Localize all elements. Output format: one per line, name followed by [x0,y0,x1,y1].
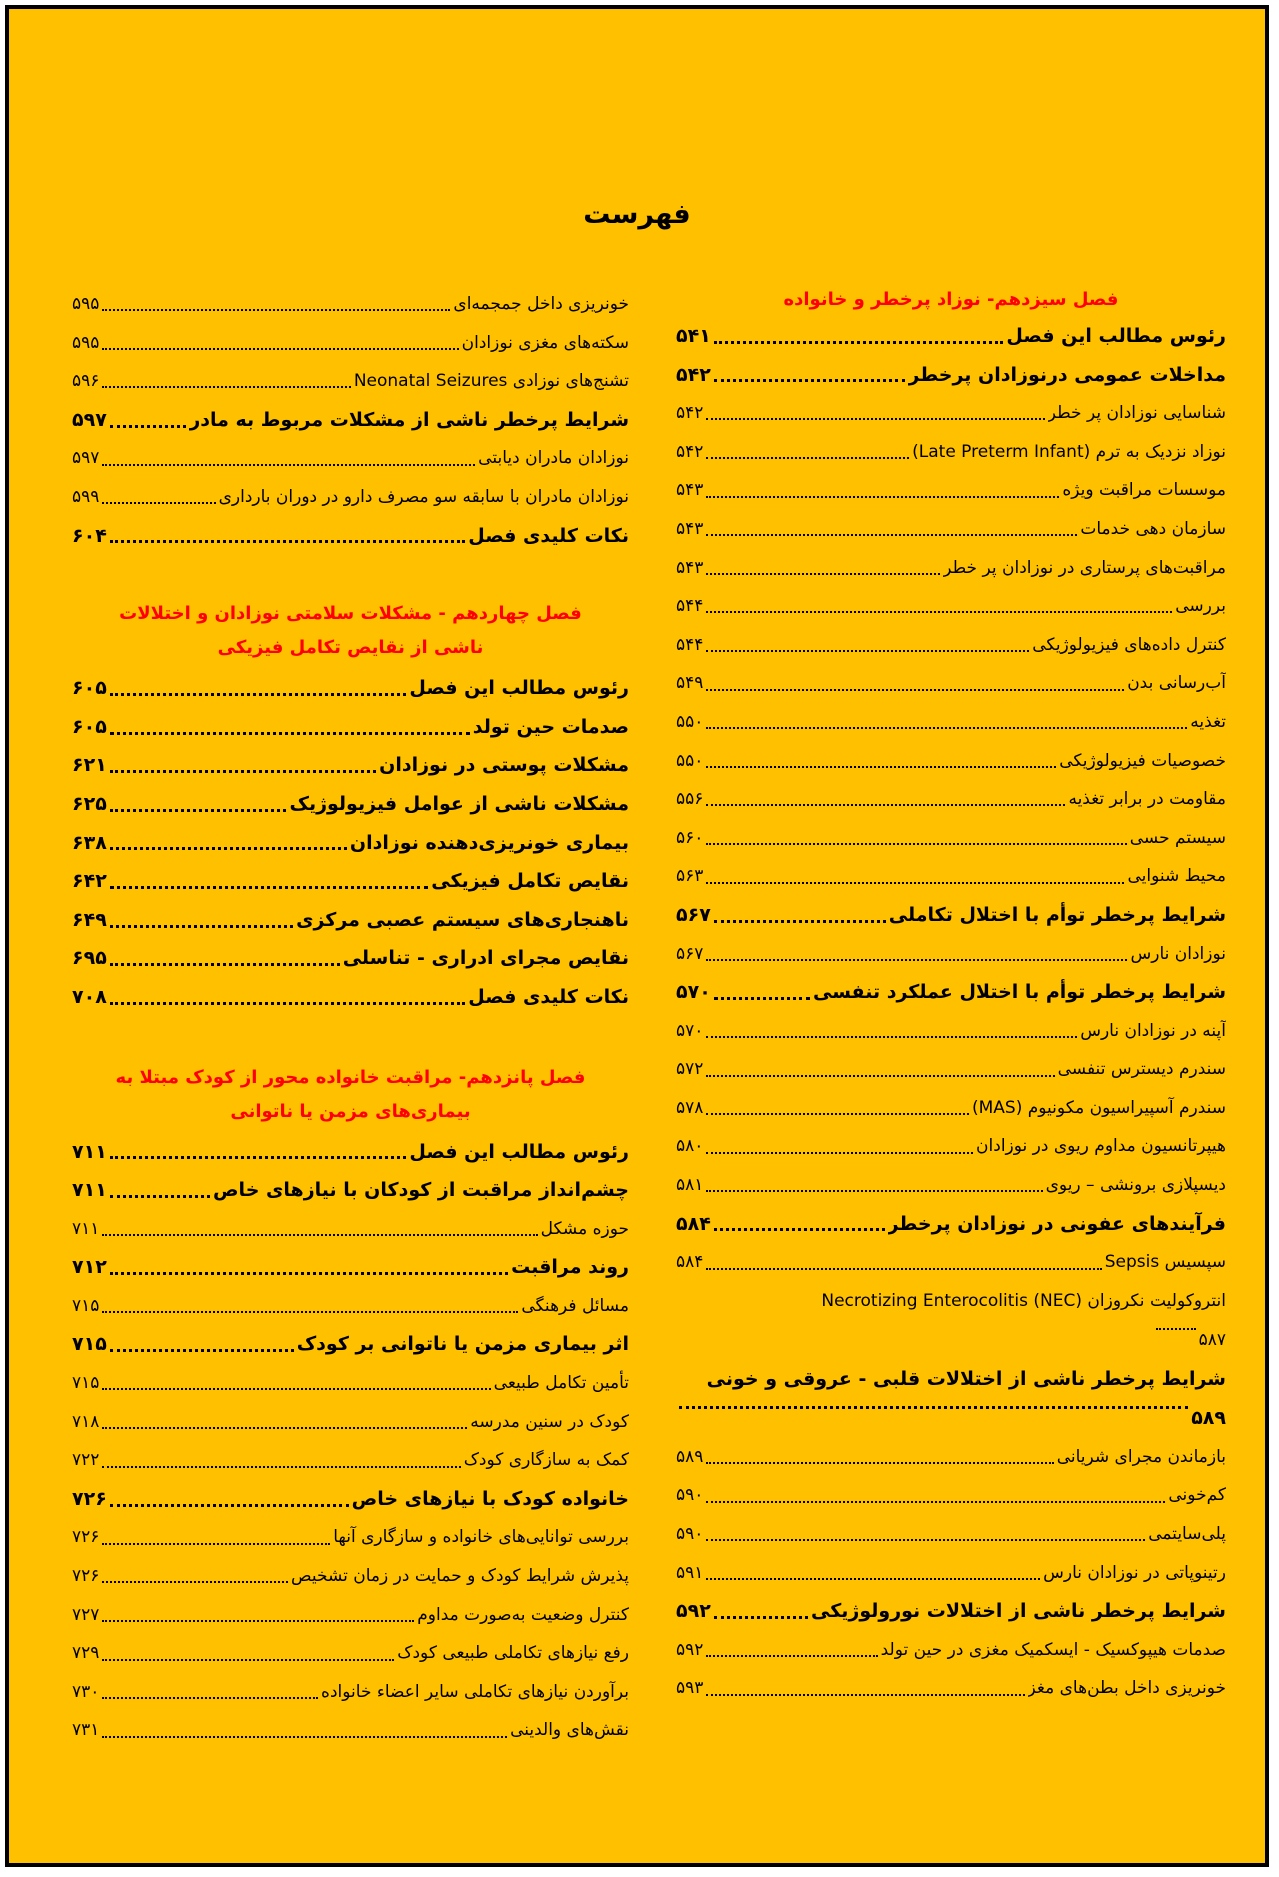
page-number: ۶۲۵ [72,792,107,815]
page-number: ۵۵۶ [676,789,704,810]
page-number: ۷۲۶ [72,1566,100,1587]
entry-title: خصوصیات فیزیولوژیکی [1059,750,1226,771]
entry-title: سکته‌های مغزی نوزادان [461,332,629,353]
entry-title: رئوس مطالب این فصل [1006,325,1226,347]
page-number: ۶۴۹ [72,908,107,931]
toc-entry[interactable] [72,708,629,747]
toc-entry[interactable] [676,664,1226,703]
leader-dots [714,341,1004,344]
entry-title: پذیرش شرایط کودک و حمایت در زمان تشخیص [291,1566,629,1587]
toc-entry[interactable] [72,1518,629,1557]
page-number: ۶۹۵ [72,947,107,970]
toc-entry[interactable] [72,478,629,517]
leader-dots [714,997,810,1000]
page-title: فهرست [583,199,691,230]
toc-entry[interactable] [72,1441,629,1480]
leader-dots [706,611,1172,613]
toc-entry-cardiac-title[interactable]: شرایط پرخطر ناشی از اختلالات قلبی - عروقی و خونی [706,1367,1226,1390]
page-number: ۷۲۶ [72,1527,100,1548]
page-number: ۷۳۰ [72,1681,100,1702]
toc-entry[interactable] [72,517,629,556]
entry-title: نقایص تکامل فیزیکی [431,870,629,893]
toc-entry-nec-page-line [676,1320,1226,1360]
leader-dots [110,847,347,850]
toc-entry[interactable] [72,901,629,940]
toc-entry[interactable] [676,1205,1226,1244]
leader-dots [110,1272,508,1275]
leader-dots [102,1581,288,1583]
toc-entry[interactable] [676,703,1226,742]
toc-entry[interactable] [676,1127,1226,1166]
leader-dots [1156,1328,1196,1330]
entry-title: سیستم حسی [1129,827,1226,848]
page-number: ۵۶۳ [676,866,704,887]
leader-dots [706,1190,1042,1192]
page-number: ۵۸۴ [676,1252,704,1273]
toc-entry[interactable] [72,824,629,863]
entry-title: تشنج‌های نوزادی Neonatal Seizures [353,371,629,392]
entry-title: برآوردن نیازهای تکاملی سایر اعضاء خانواده [321,1681,629,1702]
entry-title: رئوس مطالب این فصل [409,677,629,700]
leader-dots [110,1349,294,1352]
leader-dots [102,464,475,466]
page-number: ۵۹۲ [676,1639,704,1660]
page-number: ۷۲۶ [72,1487,107,1510]
toc-entry[interactable] [676,1631,1226,1670]
leader-dots [714,379,906,382]
entry-title: کودک در سنین مدرسه [470,1411,629,1432]
page-number: ۵۹۲ [676,1600,711,1623]
page-number: ۷۱۵ [72,1295,100,1316]
entry-title: کمک به سازگاری کودک [463,1450,629,1471]
page-number: ۷۱۲ [72,1256,107,1279]
page-number: ۵۷۲ [676,1059,704,1080]
leader-dots [706,418,1044,420]
entry-title: سازمان دهی خدمات [1080,518,1226,539]
toc-entry[interactable] [72,324,629,363]
page-number: ۵۸۰ [676,1136,704,1157]
chapter-14-heading-line1: فصل چهاردهم - مشکلات سلامتی نوزادان و اختلالات [119,603,582,625]
toc-entry[interactable] [676,1438,1226,1477]
leader-dots [706,1152,973,1154]
leader-dots [102,386,350,388]
leader-dots [714,1228,885,1231]
page-number: ۵۹۶ [72,371,100,392]
leader-dots [102,348,458,350]
toc-entry[interactable] [676,819,1226,858]
entry-title: سندرم آسپیراسیون مکونیوم (MAS) [971,1097,1226,1118]
entry-title: موسسات مراقبت ویژه [1062,480,1226,501]
entry-title: حوزه مشکل [540,1218,629,1239]
toc-entry[interactable] [72,746,629,785]
page-number: ۷۱۱ [72,1140,107,1163]
page-number: ۵۴۲ [676,363,711,386]
leader-dots [706,573,940,575]
entry-title: تأمین تکامل طبیعی [493,1373,629,1394]
toc-entry[interactable] [676,471,1226,510]
toc-entry[interactable] [676,935,1226,974]
leader-dots [706,766,1056,768]
entry-title: مراقبت‌های پرستاری در نوزادان پر خطر [943,557,1226,578]
toc-entry[interactable] [676,1476,1226,1515]
page-number: ۵۹۳ [676,1678,704,1699]
page-number: ۶۳۸ [72,831,107,854]
entry-title: بیماری خونریزی‌دهنده نوزادان [349,831,629,854]
entry-title: هیپرتانسیون مداوم ریوی در نوزادان [976,1136,1226,1157]
page-number: ۷۰۸ [72,985,107,1008]
chapter-14-heading-line2: ناشی از نقایص تکامل فیزیکی [217,637,484,659]
page-number: ۵۴۳ [676,518,704,539]
toc-entry-nec-title[interactable]: انتروکولیت نکروزان (NEC) Necrotizing Enterocolitis [821,1290,1226,1311]
entry-title: شرایط پرخطر توأم با اختلال عملکرد تنفسی [813,981,1226,1004]
toc-entry[interactable] [676,1554,1226,1593]
toc-entry[interactable] [676,356,1226,395]
page-number: ۵۹۵ [72,332,100,353]
toc-entry[interactable] [676,394,1226,433]
entry-title: رفع نیازهای تکاملی طبیعی کودک [397,1643,629,1664]
leader-dots [110,886,429,889]
page-number: ۷۳۱ [72,1720,100,1741]
toc-entry[interactable] [676,317,1226,356]
chapter-15-heading [72,1061,629,1133]
page-number: ۷۲۷ [72,1604,100,1625]
page-number: ۵۴۱ [676,325,711,347]
page-number: ۶۲۱ [72,754,107,777]
leader-dots [110,809,287,812]
entry-title: ناهنجاری‌های سیستم عصبی مرکزی [296,908,629,931]
leader-dots [706,804,1065,806]
entry-title: رئوس مطالب این فصل [409,1140,629,1163]
leader-dots [102,1466,460,1468]
toc-entry[interactable] [72,939,629,978]
page-number: ۶۴۲ [72,870,107,893]
entry-title: شرایط پرخطر ناشی از مشکلات مربوط به مادر [189,408,629,431]
page-number: ۵۴۴ [676,634,704,655]
entry-title: کنترل وضعیت به‌صورت مداوم [417,1604,629,1625]
page-number: ۵۹۰ [676,1524,704,1545]
entry-title: خونریزی داخل بطن‌های مغز [1027,1678,1226,1699]
leader-dots [706,1655,877,1657]
leader-dots [102,1736,507,1738]
entry-title: شرایط پرخطر توأم با اختلال تکاملی [888,903,1226,926]
page-number: ۵۶۷ [676,903,711,926]
page-number: ۷۱۱ [72,1218,100,1239]
page-number: ۵۴۲ [676,403,704,424]
page-number: ۵۸۱ [676,1175,704,1196]
entry-title: صدمات هیپوکسیک - ایسکمیک مغزی در حین تولد [880,1639,1226,1660]
toc-entry[interactable] [72,439,629,478]
toc-entry[interactable] [72,1557,629,1596]
page-number: ۵۹۷ [72,448,100,469]
toc-entry-cardiac-page-line [676,1398,1226,1438]
page-number: ۵۷۰ [676,981,711,1004]
chapter-13-entries-left [72,285,629,555]
entry-title: آب‌رسانی بدن [1127,673,1226,694]
toc-entry[interactable] [676,1669,1226,1708]
leader-dots [110,693,407,696]
leader-dots [714,920,886,923]
leader-dots [706,689,1124,691]
toc-entry[interactable] [676,549,1226,588]
toc-entry[interactable] [72,1364,629,1403]
leader-dots [110,732,470,735]
entry-title: تغذیه [1190,711,1226,732]
entry-title: خانواده کودک با نیازهای خاص [351,1487,629,1510]
entry-title: بررسی [1175,596,1226,617]
entry-title: کنترل داده‌های فیزیولوژیکی [1032,634,1226,655]
toc-entry[interactable] [72,1210,629,1249]
toc-entry[interactable] [72,1325,629,1364]
toc-entry[interactable] [72,1287,629,1326]
toc-entry[interactable] [676,433,1226,472]
entry-title: مشکلات ناشی از عوامل فیزیولوژیک [289,792,629,815]
leader-dots [679,1406,1188,1409]
toc-entry[interactable] [72,285,629,324]
entry-title: نقش‌های والدینی [510,1720,629,1741]
entry-title: سندرم دیسترس تنفسی [1057,1059,1226,1080]
entry-title: نقایص مجرای ادراری - تناسلی [342,947,629,970]
toc-entry[interactable] [676,510,1226,549]
leader-dots [706,1075,1054,1077]
leader-dots [102,1427,467,1429]
toc-page [5,5,1269,1867]
page-number: ۵۹۵ [72,294,100,314]
page-number: ۷۲۹ [72,1643,100,1664]
chapter-13-entries-cont [676,1438,1226,1708]
toc-entry[interactable] [72,1711,629,1750]
page-number: ۵۷۰ [676,1020,704,1041]
page-number: ۵۴۴ [676,596,704,617]
page-number: ۵۹۰ [676,1485,704,1506]
entry-title: بررسی توانایی‌های خانواده و سازگاری آنها [333,1527,629,1548]
toc-entry[interactable] [72,1634,629,1673]
page-number: ۵۸۷ [1198,1329,1226,1350]
entry-title: نوزادان مادران با سابقه سو مصرف دارو در دوران بارداری [218,486,629,507]
leader-dots [110,925,293,928]
page-number: ۶۰۵ [72,715,107,738]
leader-dots [110,1156,407,1159]
toc-entry[interactable] [676,896,1226,935]
leader-dots [706,650,1029,652]
entry-title: مداخلات عمومی درنوزادان پرخطر [908,363,1226,386]
entry-title: کم‌خونی [1168,1485,1226,1506]
page-number: ۵۴۲ [676,441,704,462]
chapter-15-entries [72,1133,629,1751]
leader-dots [714,1616,808,1619]
leader-dots [706,1539,1145,1541]
toc-entry[interactable] [676,1166,1226,1205]
entry-title: خونریزی داخل جمجمه‌ای [453,294,629,314]
page-number: ۷۲۲ [72,1450,100,1471]
toc-entry[interactable] [72,362,629,401]
leader-dots [706,534,1077,536]
leader-dots [110,540,465,543]
entry-title: صدمات حین تولد [472,715,629,738]
page-number: ۵۸۴ [676,1212,711,1235]
leader-dots [706,457,909,459]
entry-title: نوزادان نارس [1130,943,1226,964]
toc-entry[interactable] [72,401,629,440]
entry-title: شناسایی نوزادان پر خطر [1047,403,1226,424]
toc-entry[interactable] [676,626,1226,665]
page-number: ۵۶۰ [676,827,704,848]
leader-dots [706,496,1059,498]
leader-dots [706,1501,1165,1503]
entry-title: شرایط پرخطر ناشی از اختلالات نورولوژیکی [811,1600,1226,1623]
toc-entry[interactable] [676,973,1226,1012]
entry-title: اثر بیماری مزمن یا ناتوانی بر کودک [296,1333,629,1356]
toc-entry[interactable] [676,780,1226,819]
toc-entry[interactable] [72,1171,629,1210]
entry-title: چشم‌انداز مراقبت از کودکان با نیازهای خاص [213,1179,629,1202]
leader-dots [102,1659,394,1661]
leader-dots [706,1578,1040,1580]
toc-entry[interactable] [72,1248,629,1287]
page-number: ۵۴۳ [676,557,704,578]
leader-dots [102,1311,518,1313]
toc-entry[interactable] [676,1243,1226,1282]
page-number: ۵۴۳ [676,480,704,501]
page-number: ۵۵۰ [676,750,704,771]
page-number: ۵۹۹ [72,486,100,507]
entry-title: محیط شنوایی [1127,866,1226,887]
entry-title: بازماندن مجرای شریانی [1056,1446,1226,1467]
page-number: ۵۸۹ [676,1446,704,1467]
page-number: ۷۱۸ [72,1411,100,1432]
toc-entry[interactable] [676,1050,1226,1089]
entry-title: فرآیندهای عفونی در نوزادان پرخطر [887,1212,1226,1235]
leader-dots [110,425,187,428]
chapter-15-heading-line2: بیماری‌های مزمن یا ناتوانی [230,1100,471,1122]
toc-entry[interactable] [676,857,1226,896]
leader-dots [110,1195,210,1198]
toc-entry[interactable] [72,1673,629,1712]
entry-title: مشکلات پوستی در نوزادان [379,754,629,777]
entry-title: مقاومت در برابر تغذیه [1068,789,1226,810]
leader-dots [706,959,1127,961]
toc-entry[interactable] [676,587,1226,626]
page-number: ۶۰۴ [72,524,107,547]
entry-title: روند مراقبت [511,1256,629,1279]
entry-title: سپسیس Sepsis [1104,1252,1226,1273]
leader-dots [102,502,215,504]
leader-dots [706,843,1126,845]
toc-entry[interactable] [72,785,629,824]
leader-dots [102,309,450,311]
page-number: ۷۱۵ [72,1373,100,1394]
entry-title: آپنه در نوزادان نارس [1080,1020,1226,1041]
chapter-13-heading: فصل سیزدهم- نوزاد پرخطر و خانواده [783,289,1119,310]
toc-entry[interactable] [676,1515,1226,1554]
entry-title: نوزاد نزدیک به ترم (Late Preterm Infant) [912,441,1226,462]
toc-entry[interactable] [72,978,629,1017]
leader-dots [102,1543,330,1545]
chapter-13-entries [676,317,1226,1282]
toc-entry[interactable] [676,1592,1226,1631]
leader-dots [706,882,1124,884]
entry-title: نوزادان مادران دیابتی [478,448,629,469]
page-number: ۵۵۰ [676,711,704,732]
chapter-14-heading [72,597,629,669]
leader-dots [102,1620,414,1622]
leader-dots [706,1462,1053,1464]
toc-entry[interactable] [72,1480,629,1519]
page-number: ۷۱۱ [72,1179,107,1202]
page-number: ۵۷۸ [676,1097,704,1118]
page-number: ۵۶۷ [676,943,704,964]
page-number: ۵۹۱ [676,1562,704,1583]
page-number: ۵۸۹ [1191,1406,1226,1429]
leader-dots [706,1268,1101,1270]
leader-dots [110,770,376,773]
toc-column-right [676,283,1226,1708]
page-number: ۵۴۹ [676,673,704,694]
toc-entry[interactable] [676,1089,1226,1128]
leader-dots [706,727,1187,729]
leader-dots [102,1388,490,1390]
toc-entry[interactable] [676,742,1226,781]
page-number: ۷۱۵ [72,1333,107,1356]
chapter-15-heading-line1: فصل پانزدهم- مراقبت خانواده محور از کودک مبتلا به [115,1066,586,1088]
leader-dots [706,1694,1024,1696]
leader-dots [706,1113,969,1115]
toc-entry[interactable] [72,1133,629,1172]
leader-dots [110,1002,465,1005]
leader-dots [102,1697,318,1699]
entry-title: دیسپلازی برونشی – ریوی [1045,1175,1226,1196]
toc-entry[interactable] [72,862,629,901]
entry-title: مسائل فرهنگی [521,1295,629,1316]
entry-title: پلی‌سایتمی [1148,1524,1226,1545]
leader-dots [102,1234,537,1236]
toc-entry[interactable] [72,1403,629,1442]
page-number: ۵۹۷ [72,408,107,431]
entry-title: رتینوپاتی در نوزادان نارس [1043,1562,1226,1583]
page-number: ۶۰۵ [72,677,107,700]
chapter-14-entries [72,669,629,1016]
toc-column-left [72,285,629,1750]
leader-dots [110,1504,349,1507]
toc-entry[interactable] [72,669,629,708]
leader-dots [706,1036,1077,1038]
leader-dots [110,963,340,966]
entry-title: نکات کلیدی فصل [468,985,629,1008]
entry-title: نکات کلیدی فصل [468,524,629,547]
toc-entry[interactable] [676,1012,1226,1051]
toc-entry[interactable] [72,1596,629,1635]
